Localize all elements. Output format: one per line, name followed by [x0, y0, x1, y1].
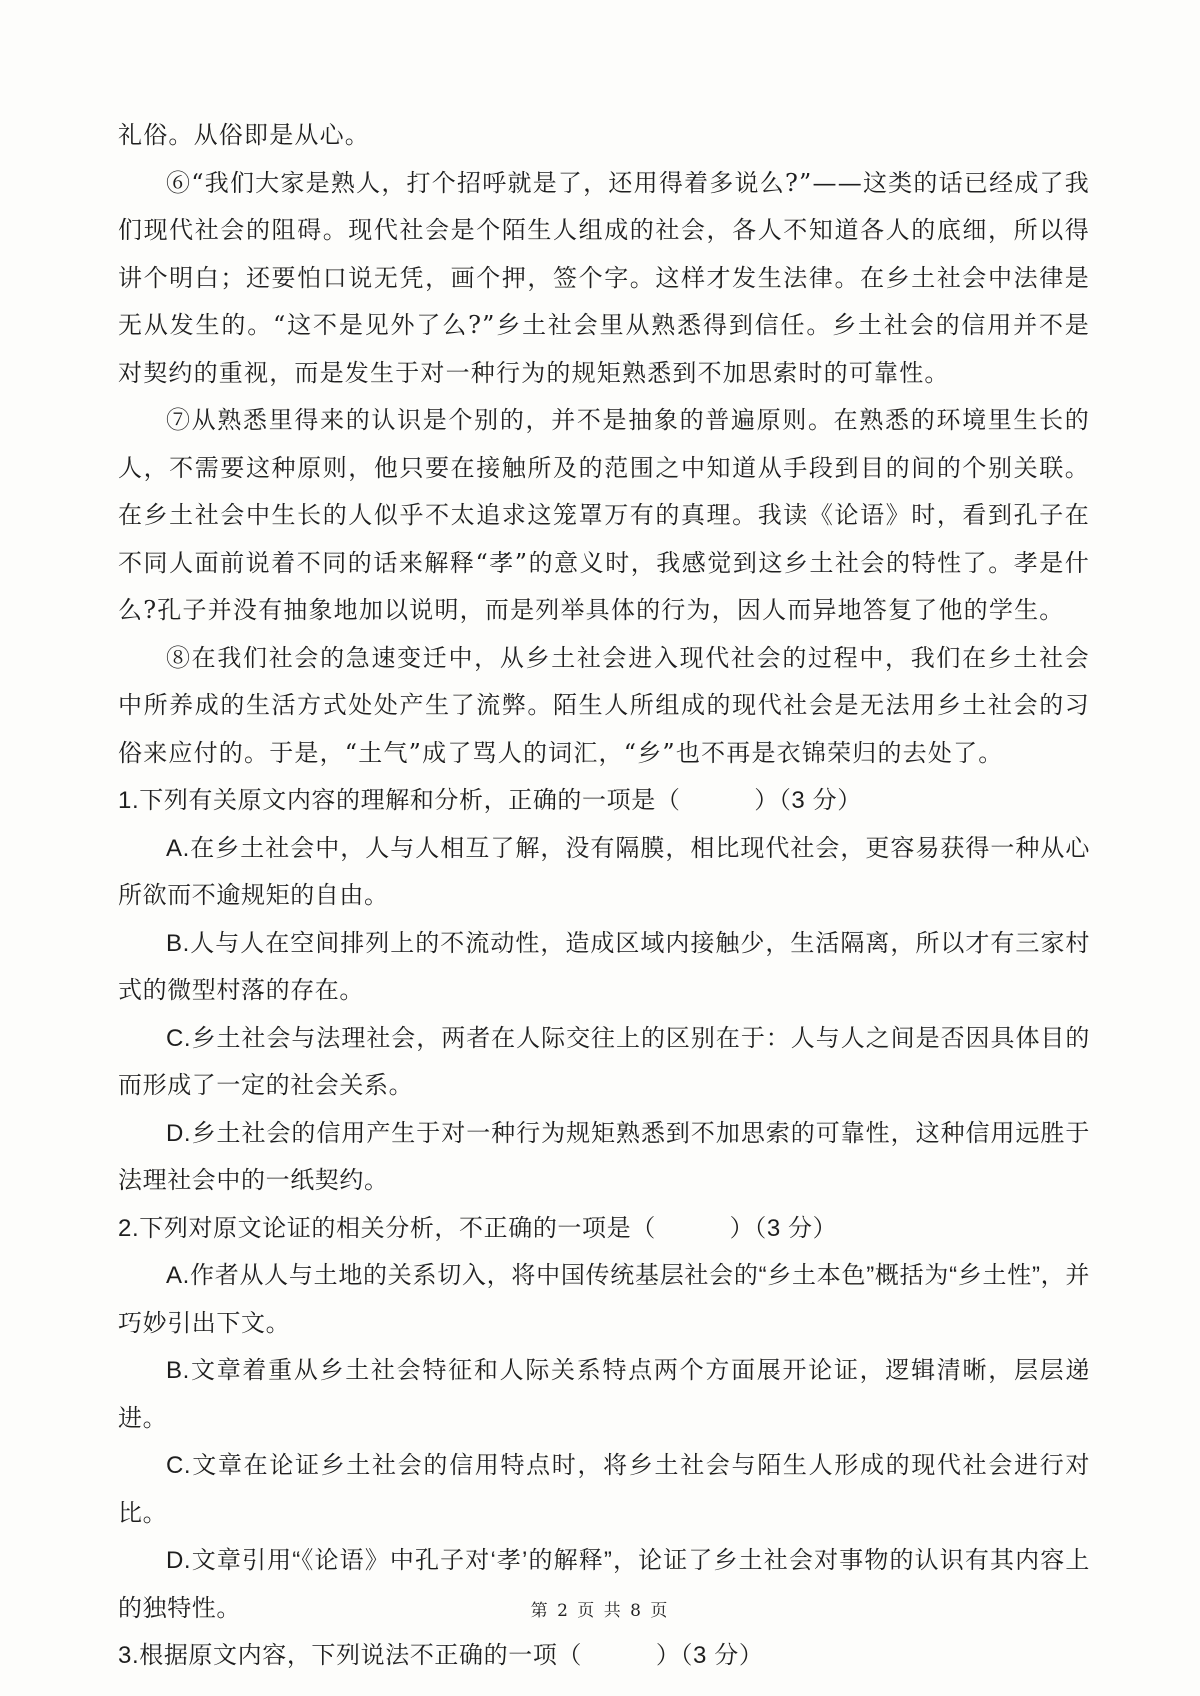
- passage-paragraph-7: ⑦从熟悉里得来的认识是个别的，并不是抽象的普遍原则。在熟悉的环境里生长的人，不需要这种原则，他只要在接触所及的范围之中知道从手段到目的间的个别关联。在乡土社会中生长的人似乎不太追求这笼罩万有的真理。我读《论语》时，看到孔子在不同人面前说着不同的话来解释“孝”的意义时，我感觉到这乡土社会的特性了。孝是什么?孔子并没有抽象地加以说明，而是列举具体的行为，因人而异地答复了他的学生。: [118, 406, 1090, 624]
- question-2-option-d: D.文章引用“《论语》中孔子对‘孝’的解释”，论证了乡土社会对事物的认识有其内容上的独特性。: [118, 1547, 1090, 1622]
- question-3-stem: 3.根据原文内容，下列说法不正确的一项（ ）（3 分）: [118, 1642, 764, 1669]
- question-1: [118, 777, 1090, 1205]
- question-1-stem: 1.下列有关原文内容的理解和分析，正确的一项是（ ）（3 分）: [118, 787, 862, 814]
- page-number-footer: 第 2 页 共 8 页: [530, 1601, 670, 1621]
- passage-paragraph-6: ⑥“我们大家是熟人，打个招呼就是了，还用得着多说么?”——这类的话已经成了我们现代社会的阻碍。现代社会是个陌生人组成的社会，各人不知道各人的底细，所以得讲个明白；还要怕口说无凭，画个押，签个字。这样才发生法律。在乡土社会中法律是无从发生的。“这不是见外了么?”乡土社会里从熟悉得到信任。乡土社会的信用并不是对契约的重视，而是发生于对一种行为的规矩熟悉到不加思索时的可靠性。: [118, 168, 1090, 387]
- passage-paragraph-8: ⑧在我们社会的急速变迁中，从乡土社会进入现代社会的过程中，我们在乡土社会中所养成的生活方式处处产生了流弊。陌生人所组成的现代社会是无法用乡土社会的习俗来应付的。于是，“土气”成了骂人的词汇，“乡”也不再是衣锦荣归的去处了。: [118, 643, 1090, 767]
- question-2-option-c: C.文章在论证乡土社会的信用特点时，将乡土社会与陌生人形成的现代社会进行对比。: [118, 1452, 1090, 1527]
- passage-paragraph-continued: 礼俗。从俗即是从心。: [118, 121, 370, 149]
- question-2-stem: 2.下列对原文论证的相关分析，不正确的一项是（ ）（3 分）: [118, 1214, 838, 1242]
- page-content: [118, 112, 1090, 1680]
- question-2-option-a: A.作者从人与土地的关系切入，将中国传统基层社会的“乡土本色”概括为“乡土性”，并巧妙引出下文。: [118, 1262, 1090, 1337]
- question-2: [118, 1205, 1090, 1633]
- question-2-option-b: B.文章着重从乡土社会特征和人际关系特点两个方面展开论证，逻辑清晰，层层递进。: [118, 1357, 1090, 1432]
- question-1-option-b: B.人与人在空间排列上的不流动性，造成区域内接触少，生活隔离，所以才有三家村式的微型村落的存在。: [118, 929, 1090, 1004]
- question-3: [118, 1632, 1090, 1680]
- question-1-option-d: D.乡土社会的信用产生于对一种行为规矩熟悉到不加思索的可靠性，这种信用远胜于法理社会中的一纸契约。: [118, 1119, 1090, 1194]
- question-1-option-a: A.在乡土社会中，人与人相互了解，没有隔膜，相比现代社会，更容易获得一种从心所欲而不逾规矩的自由。: [118, 834, 1090, 909]
- question-1-option-c: C.乡土社会与法理社会，两者在人际交往上的区别在于：人与人之间是否因具体目的而形成了一定的社会关系。: [118, 1024, 1090, 1099]
